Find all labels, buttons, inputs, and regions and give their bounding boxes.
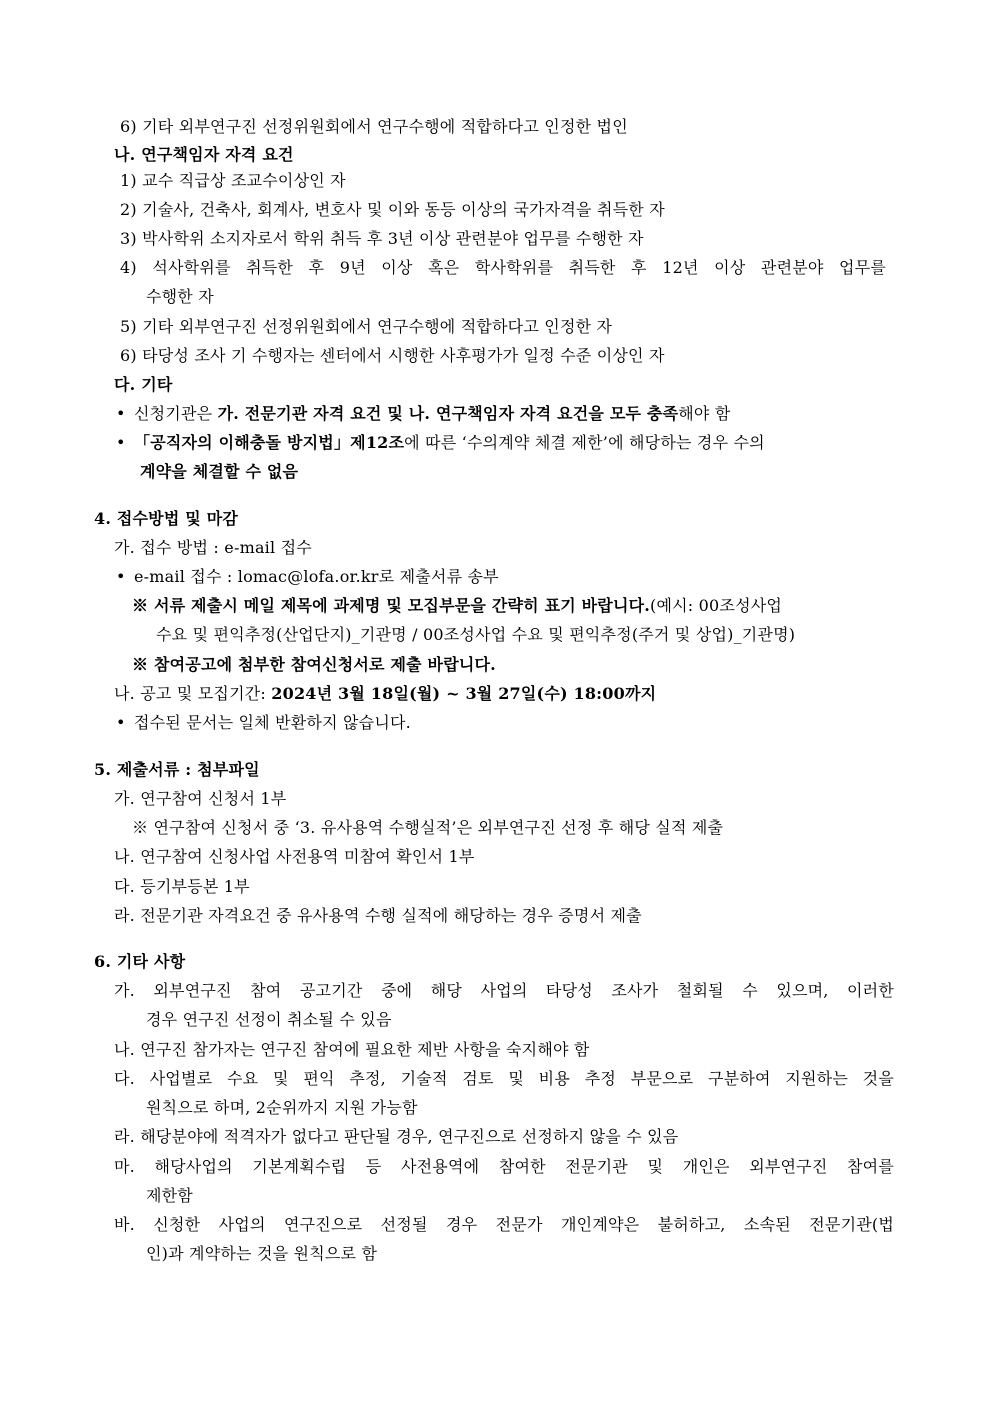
- submission-note-1-cont: 수요 및 편익추정(산업단지)_기관명 / 00조성사업 수요 및 편익추정(주거 및 상업)_기관명): [156, 625, 796, 644]
- section-title-other-matters: 6. 기타 사항: [94, 952, 186, 971]
- other-matter-4: 라. 해당분야에 적격자가 없다고 판단될 경우, 연구진으로 선정하지 않을 수 있음: [114, 1127, 679, 1146]
- subsection-title-other: 다. 기타: [114, 375, 173, 394]
- researcher-item-5: 5) 기타 외부연구진 선정위원회에서 연구수행에 적합하다고 인정한 자: [120, 317, 613, 336]
- bullet-icon: •: [116, 404, 126, 423]
- bullet-icon: •: [116, 433, 126, 452]
- submission-period: [114, 683, 656, 705]
- submission-email-text: e-mail 접수 : lomac@lofa.or.kr로 제출서류 송부: [134, 567, 499, 586]
- section-title-submission: 4. 접수방법 및 마감: [94, 509, 239, 528]
- other-matter-1: 가. 외부연구진 참여 공고기간 중에 해당 사업의 타당성 조사가 철회될 수 있으며, 이러한: [114, 981, 894, 1000]
- submission-email-bullet: [116, 566, 499, 588]
- other-matter-6-cont: 인)과 계약하는 것을 원칙으로 함: [146, 1244, 378, 1263]
- other-bullet-1-bold: 가. 전문기관 자격 요건 및 나. 연구책임자 자격 요건을 모두 충족: [217, 404, 679, 423]
- other-matter-5-cont: 제한함: [146, 1186, 193, 1205]
- qualification-org-item-6: 6) 기타 외부연구진 선정위원회에서 연구수행에 적합하다고 인정한 법인: [120, 117, 628, 136]
- other-matter-3-cont: 원칙으로 하며, 2순위까지 지원 가능함: [146, 1098, 418, 1117]
- section-title-documents: 5. 제출서류 : 첨부파일: [94, 760, 260, 779]
- document-item-2: 나. 연구참여 신청사업 사전용역 미참여 확인서 1부: [114, 847, 475, 866]
- other-matter-5: 마. 해당사업의 기본계획수립 등 사전용역에 참여한 전문기관 및 개인은 외부연구진 참여를: [114, 1157, 894, 1176]
- document-item-4: 라. 전문기관 자격요건 중 유사용역 수행 실적에 해당하는 경우 증명서 제출: [114, 906, 642, 925]
- researcher-item-1: 1) 교수 직급상 조교수이상인 자: [120, 171, 346, 190]
- researcher-item-4: 4) 석사학위를 취득한 후 9년 이상 혹은 학사학위를 취득한 후 12년 이상 관련분야 업무를: [120, 258, 886, 277]
- bullet-icon: •: [116, 567, 126, 586]
- subsection-title-lead-researcher: 나. 연구책임자 자격 요건: [114, 145, 294, 164]
- researcher-item-6: 6) 타당성 조사 기 수행자는 센터에서 시행한 사후평가가 일정 수준 이상인 자: [120, 346, 665, 365]
- other-bullet-2-post: 에 따른 ‘수의계약 체결 제한’에 해당하는 경우 수의: [404, 433, 765, 452]
- submission-return-text: 접수된 문서는 일체 반환하지 않습니다.: [134, 713, 411, 732]
- document-item-1: 가. 연구참여 신청서 1부: [114, 789, 287, 808]
- researcher-item-4-cont: 수행한 자: [146, 287, 214, 306]
- other-matter-1-cont: 경우 연구진 선정이 취소될 수 있음: [146, 1010, 392, 1029]
- submission-note-2: ※ 참여공고에 첨부한 참여신청서로 제출 바랍니다.: [132, 655, 496, 674]
- submission-return-bullet: [116, 712, 411, 734]
- bullet-icon: •: [116, 713, 126, 732]
- other-bullet-2-bold: 「공직자의 이해충돌 방지법」제12조: [134, 433, 405, 452]
- submission-note-1-post: (예시: 00조성사업: [650, 596, 783, 615]
- submission-period-label: 나. 공고 및 모집기간:: [114, 684, 272, 703]
- other-bullet-2: [116, 432, 765, 454]
- researcher-item-2: 2) 기술사, 건축사, 회계사, 변호사 및 이와 동등 이상의 국가자격을 취득한 자: [120, 200, 665, 219]
- submission-method: 가. 접수 방법 : e-mail 접수: [114, 538, 312, 557]
- other-matter-3: 다. 사업별로 수요 및 편익 추정, 기술적 검토 및 비용 추정 부문으로 구분하여 지원하는 것을: [114, 1069, 894, 1088]
- submission-note-1-bold: ※ 서류 제출시 메일 제목에 과제명 및 모집부문을 간략히 표기 바랍니다.: [132, 596, 651, 615]
- researcher-item-3: 3) 박사학위 소지자로서 학위 취득 후 3년 이상 관련분야 업무를 수행한 자: [120, 229, 644, 248]
- other-bullet-1-post: 해야 함: [678, 404, 731, 423]
- other-bullet-1: [116, 403, 731, 425]
- document-item-1-note: ※ 연구참여 신청서 중 ‘3. 유사용역 수행실적’은 외부연구진 선정 후 해당 실적 제출: [132, 818, 724, 837]
- other-bullet-1-pre: 신청기관은: [134, 404, 218, 423]
- other-matter-6: 바. 신청한 사업의 연구진으로 선정될 경우 전문가 개인계약은 불허하고, 소속된 전문기관(법: [114, 1215, 894, 1234]
- submission-period-dates: 2024년 3월 18일(월) ~ 3월 27일(수) 18:00까지: [271, 684, 657, 703]
- other-matter-2: 나. 연구진 참가자는 연구진 참여에 필요한 제반 사항을 숙지해야 함: [114, 1040, 590, 1059]
- document-item-3: 다. 등기부등본 1부: [114, 877, 250, 896]
- other-bullet-2-cont: 계약을 체결할 수 없음: [140, 462, 299, 481]
- submission-note-1: [132, 595, 782, 617]
